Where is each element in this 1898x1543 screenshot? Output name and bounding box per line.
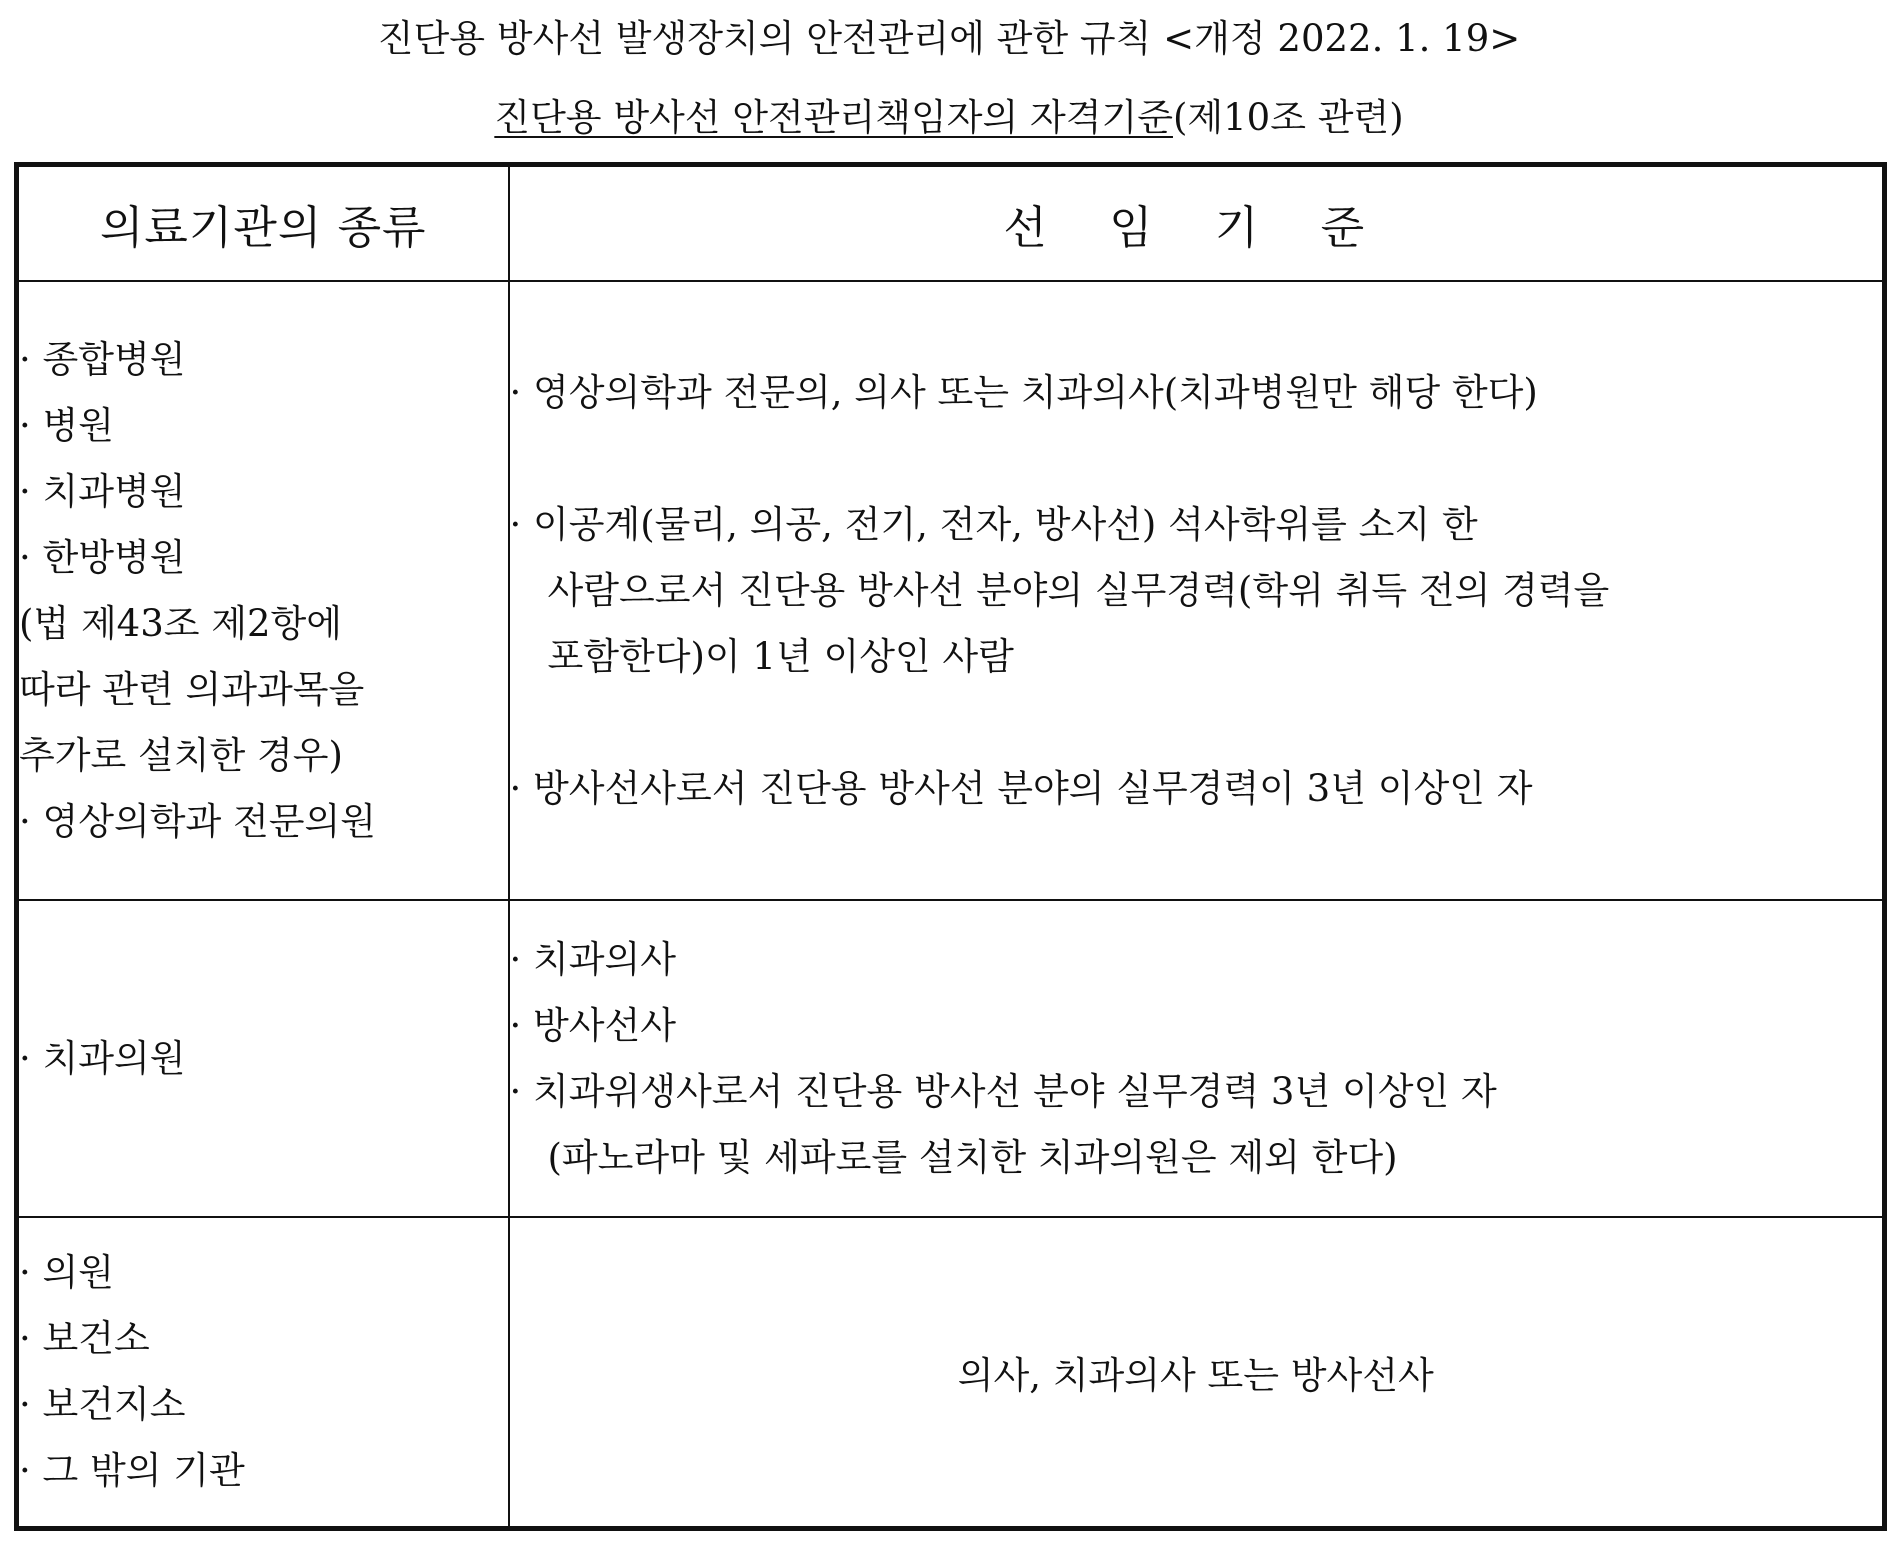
institution-note: (법 제43조 제2항에	[19, 601, 343, 645]
institution-item: · 종합병원	[19, 337, 186, 381]
institution-item: · 의원	[19, 1251, 115, 1294]
institution-item: · 한방병원	[19, 535, 186, 579]
table-caption	[0, 94, 1898, 142]
table-row	[17, 1217, 1885, 1529]
criteria-item-continuation: (파노라마 및 세파로를 설치한 치과의원은 제외 한다)	[547, 1135, 1398, 1179]
criteria-item-continuation: 사람으로서 진단용 방사선 분야의 실무경력(학위 취득 전의 경력을	[547, 568, 1610, 612]
document-title: 진단용 방사선 발생장치의 안전관리에 관한 규칙 <개정 2022. 1. 19>	[377, 17, 1521, 60]
criteria-item: · 치과의사	[509, 937, 676, 981]
institution-item: · 보건지소	[19, 1383, 186, 1426]
institution-note: 따라 관련 의과과목을	[19, 667, 365, 711]
table-row	[17, 900, 1885, 1217]
table-caption-main: 진단용 방사선 안전관리책임자의 자격기준	[494, 96, 1173, 139]
criteria-item: · 방사선사	[509, 1003, 676, 1047]
institution-cell	[17, 900, 509, 1217]
criteria-cell	[509, 1217, 1885, 1529]
criteria-cell	[509, 281, 1885, 900]
criteria-item: · 영상의학과 전문의, 의사 또는 치과의사(치과병원만 해당 한다)	[509, 370, 1538, 414]
criteria-item: · 이공계(물리, 의공, 전기, 전자, 방사선) 석사학위를 소지 한	[509, 502, 1478, 546]
header-institution-type: 의료기관의 종류	[17, 165, 509, 282]
criteria-item: · 방사선사로서 진단용 방사선 분야의 실무경력이 3년 이상인 자	[509, 766, 1533, 810]
header-selection-criteria: 선 임 기 준	[509, 165, 1885, 282]
criteria-item: · 치과위생사로서 진단용 방사선 분야 실무경력 3년 이상인 자	[509, 1069, 1497, 1113]
institution-item: · 그 밖의 기관	[19, 1449, 245, 1492]
institution-item: · 보건소	[19, 1317, 150, 1360]
criteria-item: 의사, 치과의사 또는 방사선사	[957, 1354, 1434, 1397]
institution-item: · 병원	[19, 403, 115, 447]
table-header-row	[17, 165, 1885, 282]
institution-item: · 치과병원	[19, 469, 186, 513]
institution-note: 추가로 설치한 경우)	[19, 733, 343, 777]
institution-cell	[17, 281, 509, 900]
criteria-cell	[509, 900, 1885, 1217]
qualification-table	[14, 162, 1887, 1531]
institution-cell	[17, 1217, 509, 1529]
institution-item: · 치과의원	[19, 1036, 186, 1080]
table-row	[17, 281, 1885, 900]
institution-item: · 영상의학과 전문의원	[19, 799, 376, 843]
table-caption-reference: (제10조 관련)	[1172, 96, 1404, 139]
criteria-item-continuation: 포함한다)이 1년 이상인 사람	[547, 634, 1014, 678]
